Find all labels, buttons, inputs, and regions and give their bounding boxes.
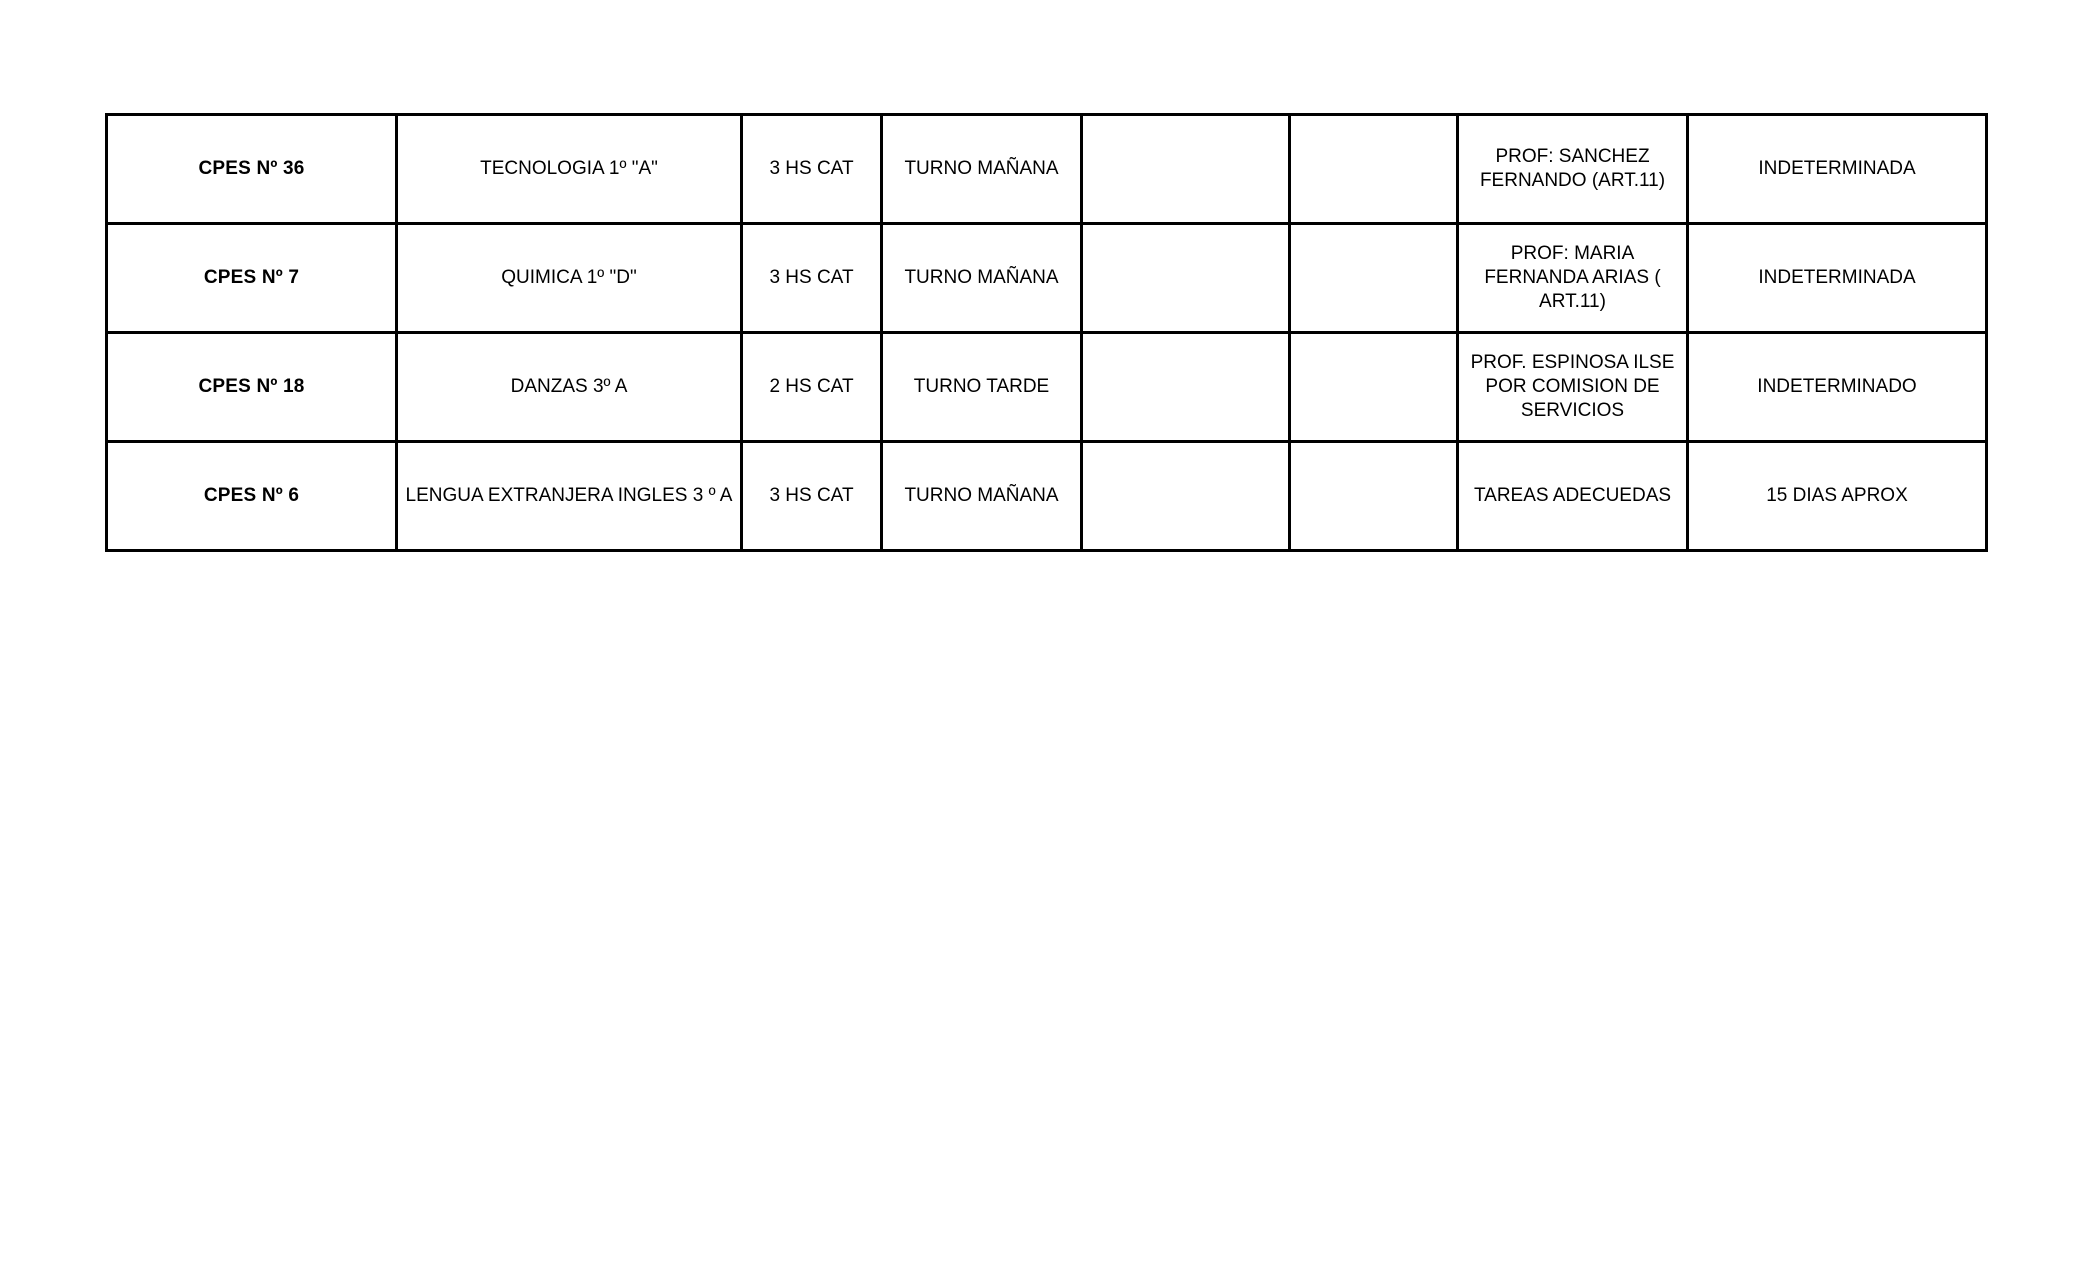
cell-institution: CPES Nº 18	[107, 333, 397, 442]
cell-subject: TECNOLOGIA 1º "A"	[397, 115, 742, 224]
table-row	[107, 224, 1987, 333]
cell-subject: QUIMICA 1º "D"	[397, 224, 742, 333]
cell-teacher: PROF. ESPINOSA ILSE POR COMISION DE SERVICIOS	[1458, 333, 1688, 442]
cell-duration: INDETERMINADA	[1688, 115, 1987, 224]
cell-subject: DANZAS 3º A	[397, 333, 742, 442]
cell-institution: CPES Nº 36	[107, 115, 397, 224]
table-row	[107, 442, 1987, 551]
cell-teacher: TAREAS ADECUEDAS	[1458, 442, 1688, 551]
cell-hours: 2 HS CAT	[742, 333, 882, 442]
cell-duration: 15 DIAS APROX	[1688, 442, 1987, 551]
table-row	[107, 115, 1987, 224]
cell-shift: TURNO TARDE	[882, 333, 1082, 442]
cell-hours: 3 HS CAT	[742, 442, 882, 551]
cell-blank-two	[1290, 442, 1458, 551]
cell-blank-one	[1082, 224, 1290, 333]
cell-shift: TURNO MAÑANA	[882, 115, 1082, 224]
cell-teacher: PROF: SANCHEZ FERNANDO (ART.11)	[1458, 115, 1688, 224]
cell-institution: CPES Nº 6	[107, 442, 397, 551]
cell-hours: 3 HS CAT	[742, 115, 882, 224]
cell-shift: TURNO MAÑANA	[882, 224, 1082, 333]
cell-blank-two	[1290, 115, 1458, 224]
cell-blank-one	[1082, 442, 1290, 551]
cell-hours: 3 HS CAT	[742, 224, 882, 333]
cell-blank-two	[1290, 333, 1458, 442]
cell-blank-two	[1290, 224, 1458, 333]
cell-blank-one	[1082, 115, 1290, 224]
cell-shift: TURNO MAÑANA	[882, 442, 1082, 551]
cell-blank-one	[1082, 333, 1290, 442]
cell-teacher: PROF: MARIA FERNANDA ARIAS ( ART.11)	[1458, 224, 1688, 333]
cell-subject: LENGUA EXTRANJERA INGLES 3 º A	[397, 442, 742, 551]
schedule-table	[105, 113, 1988, 552]
cell-duration: INDETERMINADA	[1688, 224, 1987, 333]
table-row	[107, 333, 1987, 442]
cell-institution: CPES Nº 7	[107, 224, 397, 333]
cell-duration: INDETERMINADO	[1688, 333, 1987, 442]
schedule-table-container	[105, 113, 1985, 552]
